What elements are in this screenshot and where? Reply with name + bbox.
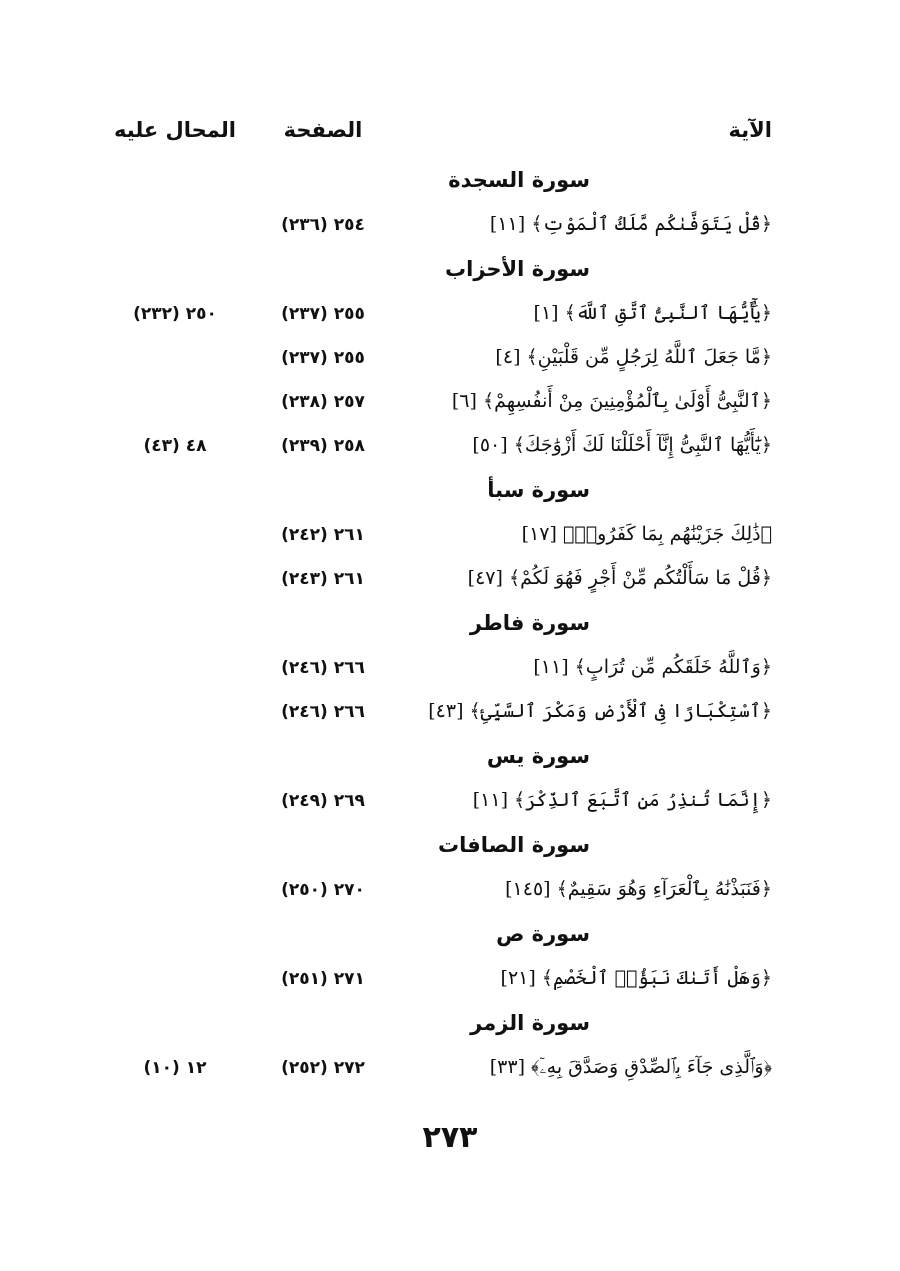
referenced-ref: ١٢ (١٠) bbox=[143, 1058, 207, 1078]
table-header bbox=[100, 118, 780, 158]
page-ref: ٢٧٢ (٢٥٢) bbox=[281, 1058, 365, 1078]
ayah-text: ﴿وَٱلَّذِى جَآءَ بِٱلصِّدْقِ وَصَدَّقَ بِهِۦٓ﴾ [٣٣] bbox=[489, 1056, 772, 1078]
ayah-text: ﴿ٱلنَّبِىُّ أَوْلَىٰ بِٱلْمُؤْمِنِينَ مِنْ أَنفُسِهِمْ﴾ [٦] bbox=[451, 390, 772, 412]
surah-title: سورة الصافات bbox=[437, 833, 590, 857]
table-row bbox=[100, 384, 780, 428]
ayah-text: ﴿قُلْ مَا سَأَلْتُكُم مِّنْ أَجْرٍ فَهُوَ لَكُمْ﴾ [٤٧] bbox=[467, 567, 772, 589]
header-reference: المحال عليه bbox=[114, 118, 236, 142]
page-ref: ٢٦٦ (٢٤٦) bbox=[281, 702, 365, 722]
page-number: ٢٧٣ bbox=[422, 1120, 478, 1155]
surah-title: سورة السجدة bbox=[448, 168, 590, 192]
table-row bbox=[100, 517, 780, 561]
page-ref: ٢٦٦ (٢٤٦) bbox=[281, 658, 365, 678]
page-ref: ٢٥٨ (٢٣٩) bbox=[281, 436, 365, 456]
ayah-text: ﴿إِنَّمَا تُنذِرُ مَنِ ٱتَّبَعَ ٱلذِّكْرَ﴾ [١١] bbox=[472, 789, 772, 811]
surah-title: سورة سبأ bbox=[487, 478, 590, 502]
page-ref: ٢٧٠ (٢٥٠) bbox=[281, 880, 365, 900]
page-ref: ٢٦١ (٢٤٢) bbox=[281, 525, 365, 545]
table-row bbox=[100, 296, 780, 340]
table-row bbox=[100, 783, 780, 827]
referenced-ref: ٤٨ (٤٣) bbox=[143, 436, 207, 456]
surah-title: سورة يس bbox=[486, 744, 590, 768]
ayah-text: ﴿فَنَبَذْنَٰهُ بِٱلْعَرَآءِ وَهُوَ سَقِيمٌ﴾ [١٤٥] bbox=[505, 878, 772, 900]
referenced-ref: ٢٥٠ (٢٣٢) bbox=[133, 304, 217, 324]
table-row bbox=[100, 340, 780, 384]
surah-heading-row bbox=[100, 472, 780, 517]
page-ref: ٢٥٤ (٢٣٦) bbox=[281, 215, 365, 235]
table-row bbox=[100, 207, 780, 251]
page-ref: ٢٧١ (٢٥١) bbox=[281, 969, 365, 989]
page-ref: ٢٦١ (٢٤٣) bbox=[281, 569, 365, 589]
header-ayah: الآية bbox=[728, 118, 772, 142]
surah-title: سورة فاطر bbox=[469, 611, 590, 635]
header-page: الصفحة bbox=[283, 118, 363, 142]
page-ref: ٢٥٥ (٢٣٧) bbox=[281, 348, 365, 368]
surah-title: سورة الزمر bbox=[470, 1011, 590, 1035]
ayah-text: ﴿يَٰٓأَيُّهَا ٱلنَّبِىُّ ٱتَّقِ ٱللَّهَ﴾ [١] bbox=[533, 302, 772, 324]
page-ref: ٢٥٧ (٢٣٨) bbox=[281, 392, 365, 412]
surah-heading-row bbox=[100, 738, 780, 783]
ayah-text: ﴿يَٰٓأَيُّهَا ٱلنَّبِىُّ إِنَّآ أَحْلَلْنَا لَكَ أَزْوَٰجَكَ﴾ [٥٠] bbox=[472, 434, 772, 456]
index-rows bbox=[100, 162, 780, 1094]
page-ref: ٢٥٥ (٢٣٧) bbox=[281, 304, 365, 324]
surah-heading-row bbox=[100, 605, 780, 650]
table-row bbox=[100, 694, 780, 738]
ayah-text: ﴿ذَٰلِكَ جَزَيْنَٰهُم بِمَا كَفَرُوا۟﴾ [١٧] bbox=[521, 523, 772, 545]
ayah-text: ﴿مَّا جَعَلَ ٱللَّهُ لِرَجُلٍ مِّن قَلْبَيْنِ﴾ [٤] bbox=[495, 346, 772, 368]
surah-heading-row bbox=[100, 827, 780, 872]
surah-title: سورة الأحزاب bbox=[445, 257, 590, 281]
table-row bbox=[100, 1050, 780, 1094]
ayah-text: ﴿ٱسْتِكْبَارًا فِى ٱلْأَرْضِ وَمَكْرَ ٱلسَّيِّئِ﴾ [٤٣] bbox=[428, 700, 772, 722]
surah-title: سورة ص bbox=[496, 922, 590, 946]
table-row bbox=[100, 650, 780, 694]
page-ref: ٢٦٩ (٢٤٩) bbox=[281, 791, 365, 811]
ayah-text: ﴿قُلْ يَتَوَفَّىٰكُم مَّلَكُ ٱلْمَوْتِ﴾ [١١] bbox=[489, 213, 772, 235]
surah-heading-row bbox=[100, 916, 780, 961]
table-row bbox=[100, 428, 780, 472]
ayah-text: ﴿وَهَلْ أَتَىٰكَ نَبَؤُا۟ ٱلْخَصْمِ﴾ [٢١] bbox=[500, 967, 772, 989]
table-row bbox=[100, 961, 780, 1005]
surah-heading-row bbox=[100, 162, 780, 207]
table-row bbox=[100, 872, 780, 916]
ayah-text: ﴿وَٱللَّهُ خَلَقَكُم مِّن تُرَابٍ﴾ [١١] bbox=[533, 656, 772, 678]
surah-heading-row bbox=[100, 251, 780, 296]
surah-heading-row bbox=[100, 1005, 780, 1050]
table-row bbox=[100, 561, 780, 605]
